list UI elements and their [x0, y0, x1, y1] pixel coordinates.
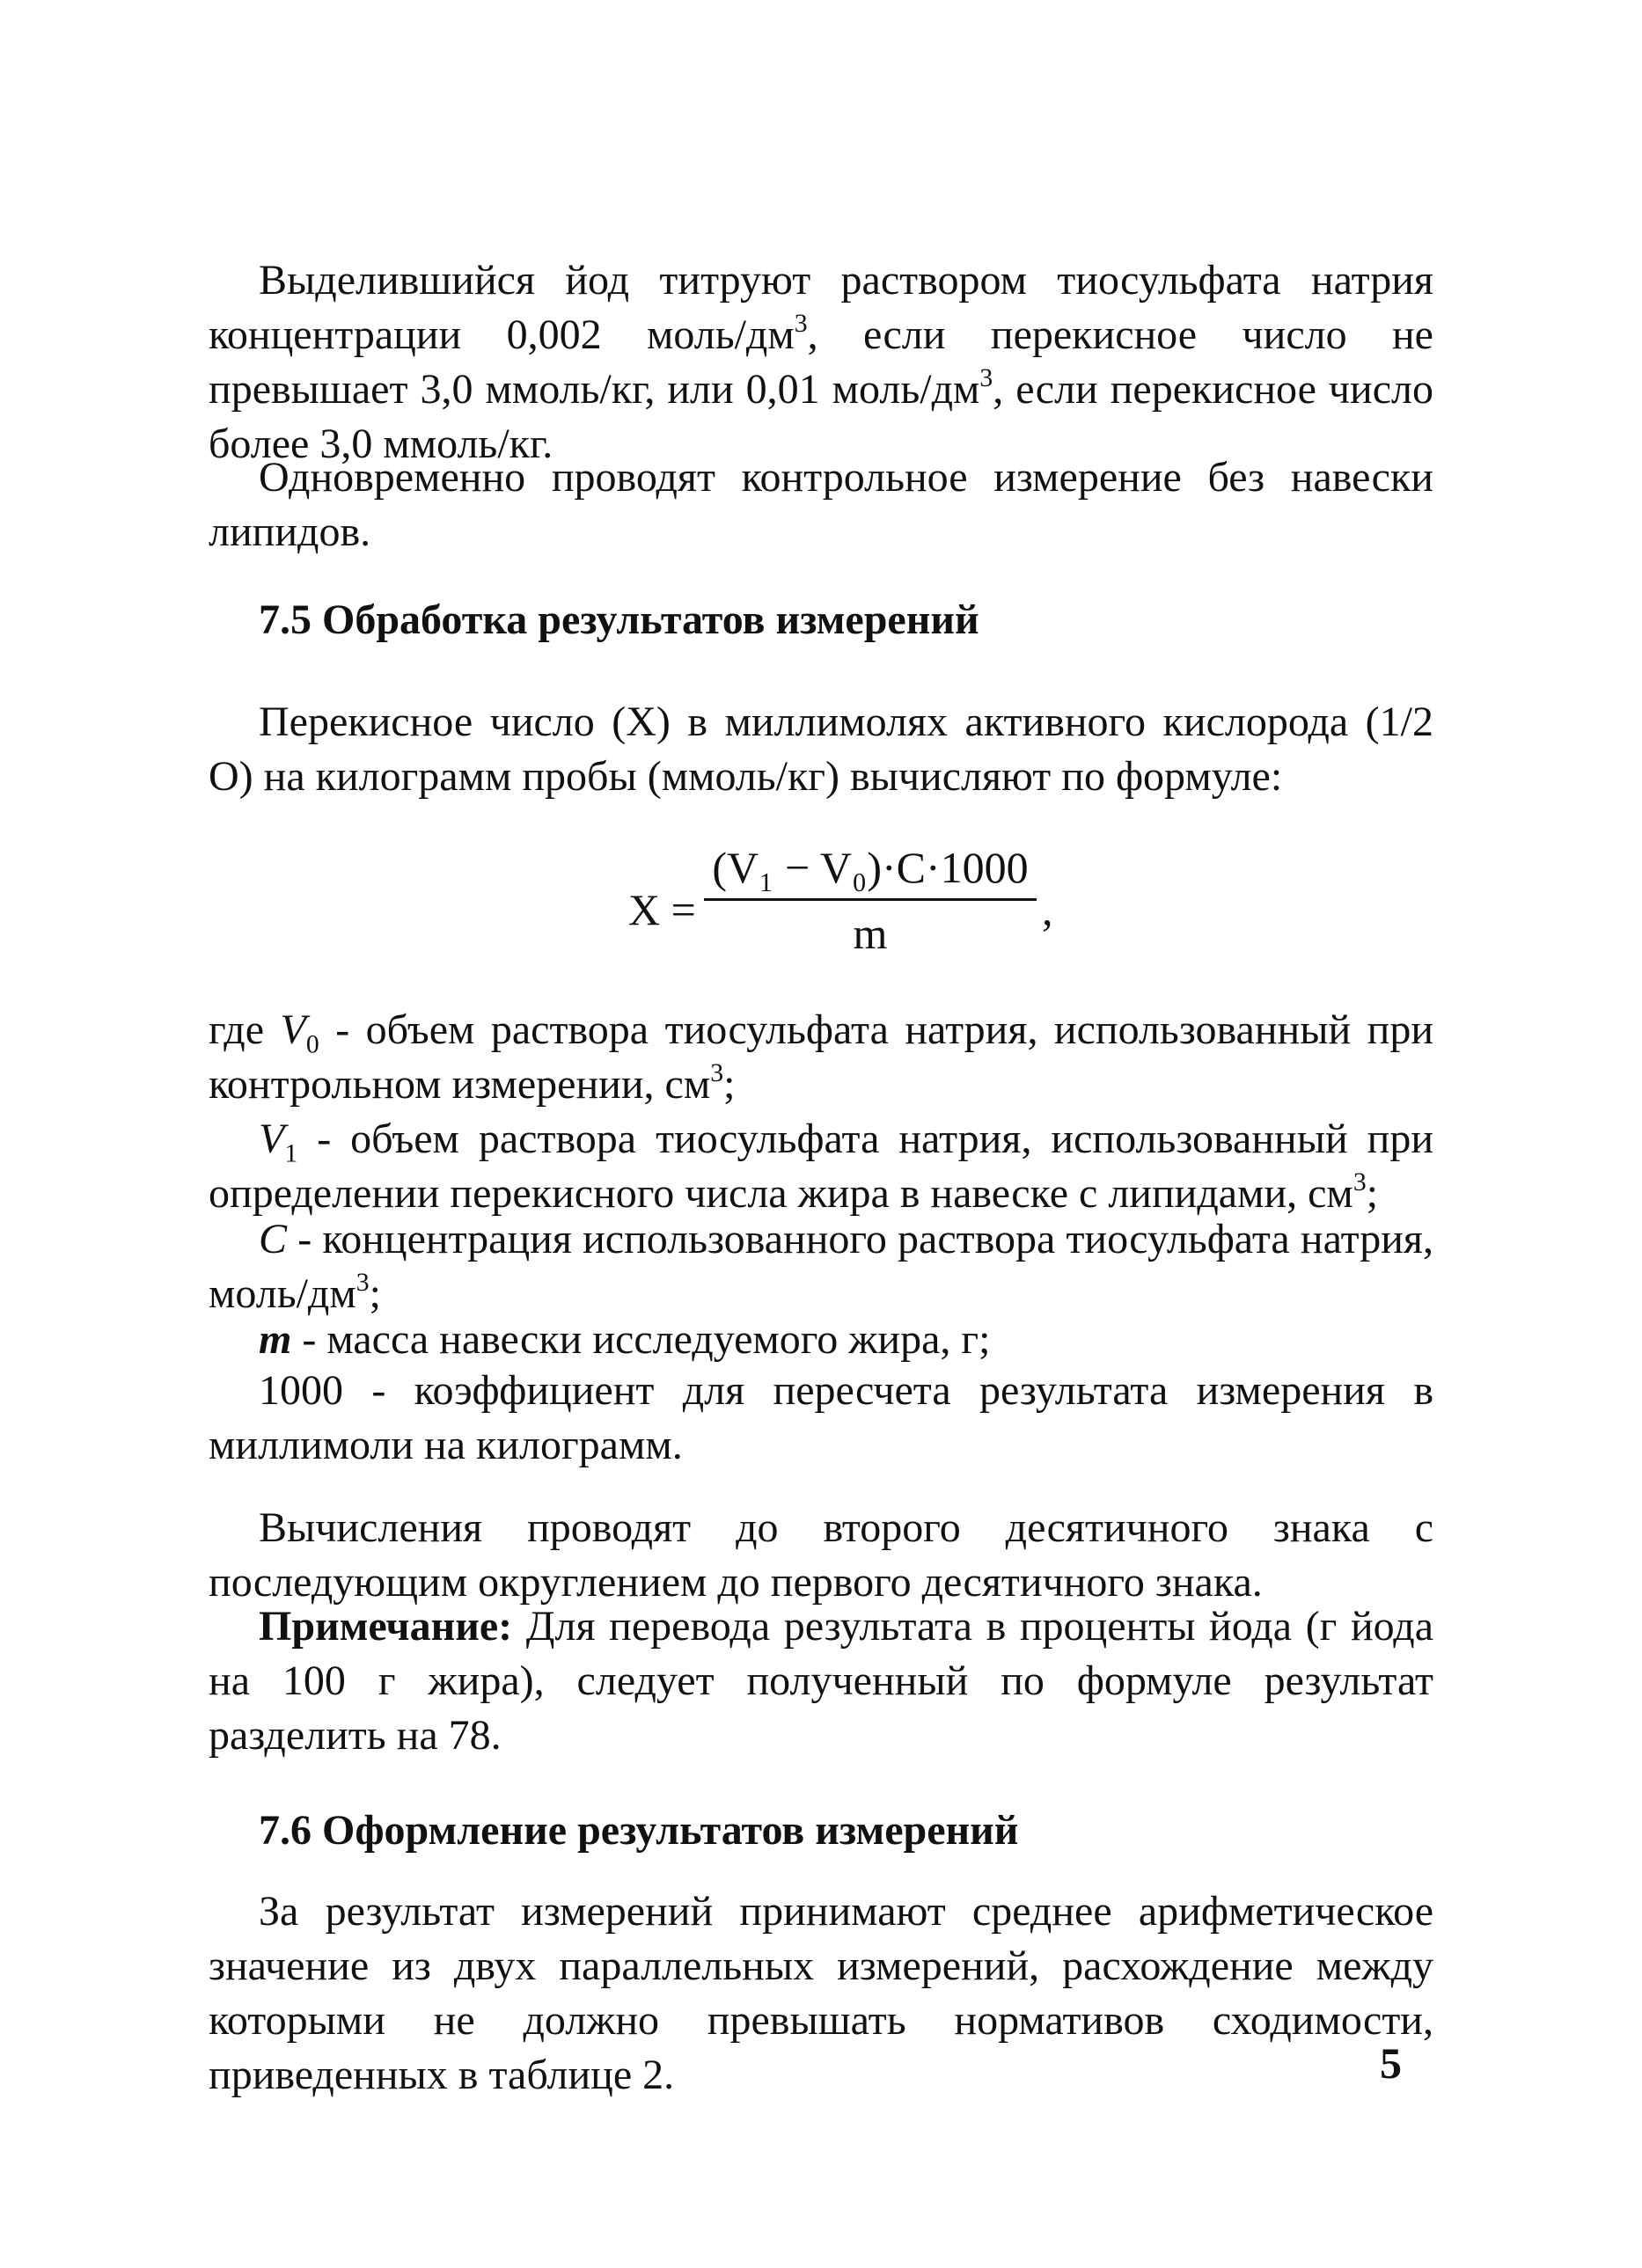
note: Примечание: Для перевода результата в проценты йода (г йода на 100 г жира), следует полученный по формуле результат разделить на 78.: [209, 1603, 1433, 1759]
formula-fraction: [704, 840, 1037, 961]
heading-7-6: 7.6 Оформление результатов измерений: [259, 1807, 1019, 1854]
formula-lhs: X =: [628, 885, 696, 934]
paragraph-control-measurement: Одновременно проводят контрольное измерение без навески липидов.: [209, 454, 1433, 555]
formula-fraction-bar: [704, 898, 1037, 901]
paragraph-peroxide-definition: Перекисное число (X) в миллимолях активного кислорода (1/2 О) на килограмм пробы (ммоль/кг) вычисляют по формуле:: [209, 699, 1433, 800]
definition-v1: $V_1$ - объем раствора тиосульфата натрия, использованный при определении перекисного числа жира в навеске с липидами, $см^3$;: [209, 1116, 1433, 1217]
definition-c: C - концентрация использованного раствора тиосульфата натрия, моль/$дм^3$;: [209, 1216, 1433, 1317]
paragraph-result-reporting: За результат измерений принимают среднее арифметическое значение из двух параллельных измерений, расхождение между которыми не должно превышать нормативов сходимости, приведенных в таблице 2.: [209, 1888, 1433, 2098]
definition-v0: где $V_0$ - объем раствора тиосульфата натрия, использованный при контрольном измерении, $см^3$;: [209, 1006, 1434, 1108]
note-label: Примечание:: [259, 1603, 513, 1650]
formula-comma: ,: [1042, 885, 1053, 934]
paragraph-titration: Выделившийся йод титруют раствором тиосульфата натрия концентрации 0,002 моль/$дм^3$, если перекисное число не превышает 3,0 ммоль/кг, или 0,01 моль/$дм^3$, если перекисное число более 3,0 ммоль/кг.: [209, 257, 1434, 467]
formula-numerator: (V₁ − V₀)·C·1000: [712, 843, 1029, 892]
heading-7-5: 7.5 Обработка результатов измерений: [259, 596, 979, 643]
definition-coefficient: 1000 - коэффициент для пересчета результата измерения в миллимоли на килограмм.: [209, 1367, 1433, 1468]
definition-m: m - масса навески исследуемого жира, г;: [259, 1316, 991, 1363]
paragraph-calculation-precision: Вычисления проводят до второго десятичного знака с последующим округлением до первого десятичного знака.: [209, 1504, 1433, 1606]
page-number: 5: [1380, 2038, 1402, 2088]
formula-denominator: m: [853, 909, 888, 958]
